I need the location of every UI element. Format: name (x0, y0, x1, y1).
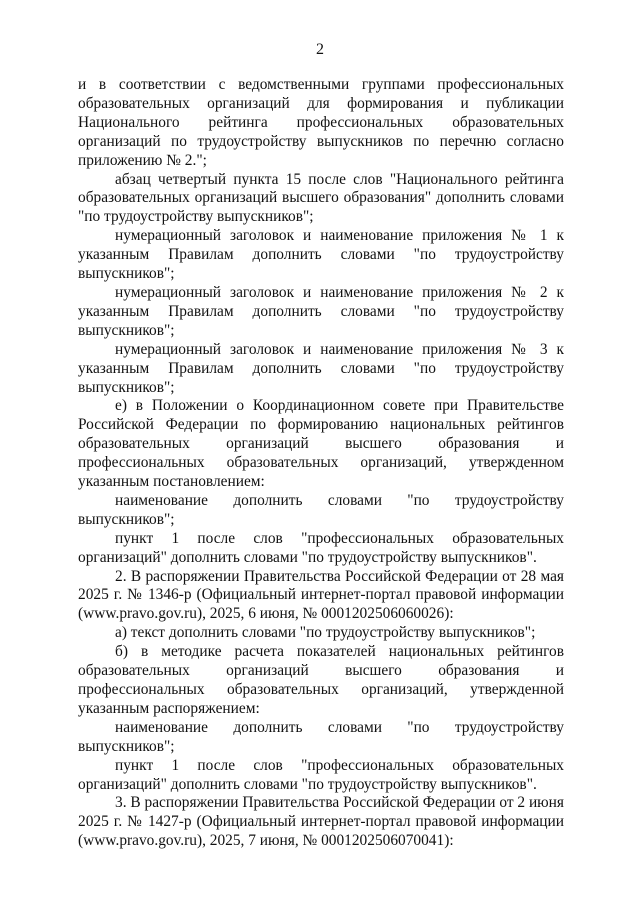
paragraph-section-3: 3. В распоряжении Правительства Российской Федерации от 2 июня 2025 г. № 1427-р (Официальный интернет-портал правовой информации (www.pravo.gov.ru), 2025, 7 июня, № 0001202506070041): (78, 794, 564, 850)
page-number: 2 (316, 41, 324, 58)
paragraph-appendix-3: нумерационный заголовок и наименование приложения № 3 к указанным Правилам дополнить словами "по трудоустройству выпускников"; (78, 340, 564, 396)
paragraph-item-e: е) в Положении о Координационном совете при Правительстве Российской Федерации по формированию национальных рейтингов образовательных организаций высшего образования и профессиональных образовательных организаций, утвержденном указанным постановлением: (78, 397, 564, 491)
paragraph-clause-1-amendment-2: пункт 1 после слов "профессиональных образовательных организаций" дополнить словами "по трудоустройству выпускников". (78, 756, 564, 793)
paragraph-item-a: а) текст дополнить словами "по трудоустройству выпускников"; (115, 624, 536, 642)
paragraph-appendix-2: нумерационный заголовок и наименование приложения № 2 к указанным Правилам дополнить словами "по трудоустройству выпускников"; (78, 283, 564, 339)
paragraph-appendix-1: нумерационный заголовок и наименование приложения № 1 к указанным Правилам дополнить словами "по трудоустройству выпускников"; (78, 227, 564, 283)
paragraph-clause-1-amendment: пункт 1 после слов "профессиональных образовательных организаций" дополнить словами "по трудоустройству выпускников". (78, 529, 564, 566)
paragraph-title-amendment-2: наименование дополнить словами "по трудоустройству выпускников"; (78, 718, 564, 755)
paragraph-item-b: б) в методике расчета показателей национальных рейтингов образовательных организаций высшего образования и профессиональных образовательных организаций, утвержденной указанным распоряжением: (78, 643, 564, 717)
document-body (78, 76, 564, 851)
paragraph-amend-item-15: абзац четвертый пункта 15 после слов "Национального рейтинга образовательных организаций высшего образования" дополнить словами "по трудоустройству выпускников"; (78, 170, 564, 226)
paragraph-title-amendment: наименование дополнить словами "по трудоустройству выпускников"; (78, 491, 564, 528)
paragraph-section-2: 2. В распоряжении Правительства Российской Федерации от 28 мая 2025 г. № 1346-р (Официальный интернет-портал правовой информации (www.pravo.gov.ru), 2025, 6 июня, № 0001202506060026): (78, 567, 564, 623)
paragraph-continuation: и в соответствии с ведомственными группами профессиональных образовательных организаций для формирования и публикации Национального рейтинга профессиональных образовательных организаций по трудоустройству выпускников по перечню согласно приложению № 2."; (78, 76, 564, 169)
